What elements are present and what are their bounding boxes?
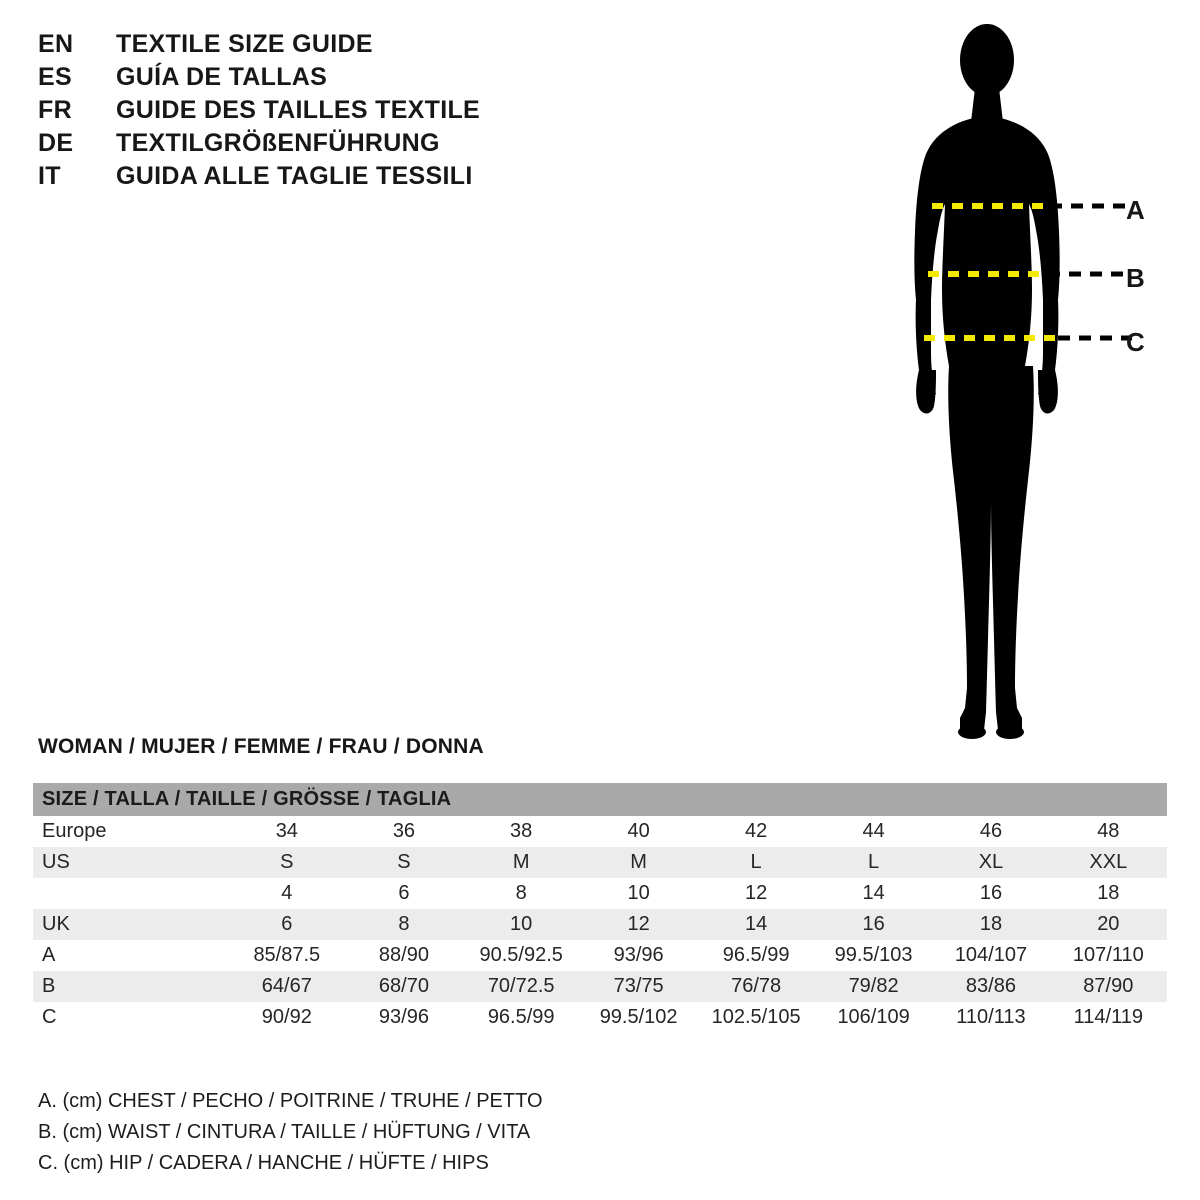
table-row [33, 816, 1167, 847]
table-cell: 96.5/99 [487, 1006, 555, 1028]
table-cell: 68/70 [378, 975, 429, 997]
table-cell: 93/96 [378, 1006, 429, 1028]
legend-line-a: A. (cm) CHEST / PECHO / POITRINE / TRUHE / PETTO [38, 1090, 543, 1112]
table-cell: 93/96 [613, 944, 664, 966]
language-row [38, 162, 598, 195]
legend-line-b: B. (cm) WAIST / CINTURA / TAILLE / HÜFTUNG / VITA [38, 1121, 531, 1143]
table-cell: S [280, 851, 294, 873]
table-cell: 6 [281, 913, 293, 935]
table-cell: 20 [1097, 913, 1120, 935]
table-cell: 99.5/102 [599, 1006, 678, 1028]
table-cell: 18 [1097, 882, 1120, 904]
table-cell: 8 [398, 913, 410, 935]
table-cell: 18 [979, 913, 1003, 935]
marker-label-a: A [1126, 195, 1145, 225]
row-label: UK [42, 913, 70, 935]
table-cell: S [397, 851, 411, 873]
row-label: US [42, 851, 70, 873]
table-row [33, 847, 1167, 878]
silhouette-shape [914, 24, 1059, 739]
table-header-row [33, 783, 1167, 816]
table-cell: 64/67 [261, 975, 312, 997]
table-cell: 40 [627, 820, 650, 842]
table-cell: 73/75 [613, 975, 664, 997]
table-cell: M [512, 851, 530, 873]
language-title: TEXTILGRÖßENFÜHRUNG [116, 129, 440, 157]
table-cell: L [868, 851, 880, 873]
marker-label-c: C [1126, 327, 1145, 357]
table-row [33, 909, 1167, 940]
table-cell: 83/86 [965, 975, 1016, 997]
language-code: FR [38, 96, 72, 124]
table-cell: 99.5/103 [834, 944, 913, 966]
table-cell: 106/109 [837, 1006, 910, 1028]
table-cell: 107/110 [1072, 944, 1144, 966]
table-cell: 10 [627, 882, 650, 904]
table-cell: 46 [979, 820, 1003, 842]
measurement-legend [38, 1086, 543, 1179]
table-row [33, 878, 1167, 909]
language-row [38, 129, 598, 162]
table-cell: 90.5/92.5 [479, 944, 563, 966]
language-row [38, 96, 598, 129]
table-cell: 114/119 [1073, 1006, 1143, 1028]
row-label: A [42, 944, 56, 966]
language-title: GUIDA ALLE TAGLIE TESSILI [116, 162, 473, 190]
table-cell: 36 [392, 820, 416, 842]
table-cell: 38 [510, 820, 533, 842]
marker-label-b: B [1126, 263, 1145, 293]
table-cell: 87/90 [1083, 975, 1134, 997]
size-table [33, 783, 1167, 1033]
section-title: WOMAN / MUJER / FEMME / FRAU / DONNA [38, 735, 484, 758]
table-cell: 42 [744, 820, 768, 842]
table-cell: 88/90 [378, 944, 429, 966]
table-cell: 70/72.5 [487, 975, 555, 997]
table-cell: 6 [398, 882, 410, 904]
table-cell: 110/113 [956, 1006, 1026, 1028]
table-cell: 14 [744, 913, 768, 935]
legend-line-c: C. (cm) HIP / CADERA / HANCHE / HÜFTE / HIPS [38, 1152, 489, 1174]
table-cell: 10 [510, 913, 533, 935]
table-row [33, 940, 1167, 971]
language-title: GUÍA DE TALLAS [116, 63, 328, 91]
table-cell: 48 [1097, 820, 1120, 842]
woman-silhouette-figure [870, 18, 1190, 738]
table-cell: 90/92 [261, 1006, 312, 1028]
table-cell: 4 [281, 882, 293, 904]
language-code: EN [38, 30, 74, 58]
table-header-cell: SIZE / TALLA / TAILLE / GRÖSSE / TAGLIA [33, 783, 1167, 816]
table-cell: M [630, 851, 647, 873]
table-cell: 12 [627, 913, 650, 935]
language-row [38, 30, 598, 63]
row-label: Europe [42, 820, 107, 842]
row-label: C [42, 1006, 57, 1028]
language-code: ES [38, 63, 72, 91]
language-title: TEXTILE SIZE GUIDE [116, 30, 373, 58]
table-cell: 44 [862, 820, 885, 842]
table-cell: XL [978, 851, 1004, 873]
table-cell: 96.5/99 [722, 944, 790, 966]
table-cell: XXL [1089, 851, 1128, 873]
table-row [33, 971, 1167, 1002]
language-code: IT [38, 162, 61, 190]
table-cell: 102.5/105 [711, 1006, 801, 1028]
row-label: B [42, 975, 56, 997]
table-cell: 14 [862, 882, 885, 904]
table-cell: 12 [744, 882, 768, 904]
table-cell: 76/78 [731, 975, 782, 997]
language-title: GUIDE DES TAILLES TEXTILE [116, 96, 481, 124]
table-cell: 104/107 [954, 944, 1028, 966]
table-cell: L [750, 851, 762, 873]
table-cell: 79/82 [848, 975, 899, 997]
language-header-list [38, 30, 598, 195]
language-code: DE [38, 129, 74, 157]
table-cell: 34 [275, 820, 298, 842]
row-label [33, 878, 228, 909]
table-cell: 16 [862, 913, 885, 935]
language-row [38, 63, 598, 96]
table-row [33, 1002, 1167, 1033]
table-cell: 85/87.5 [253, 944, 321, 966]
table-cell: 8 [515, 882, 527, 904]
table-cell: 16 [979, 882, 1003, 904]
